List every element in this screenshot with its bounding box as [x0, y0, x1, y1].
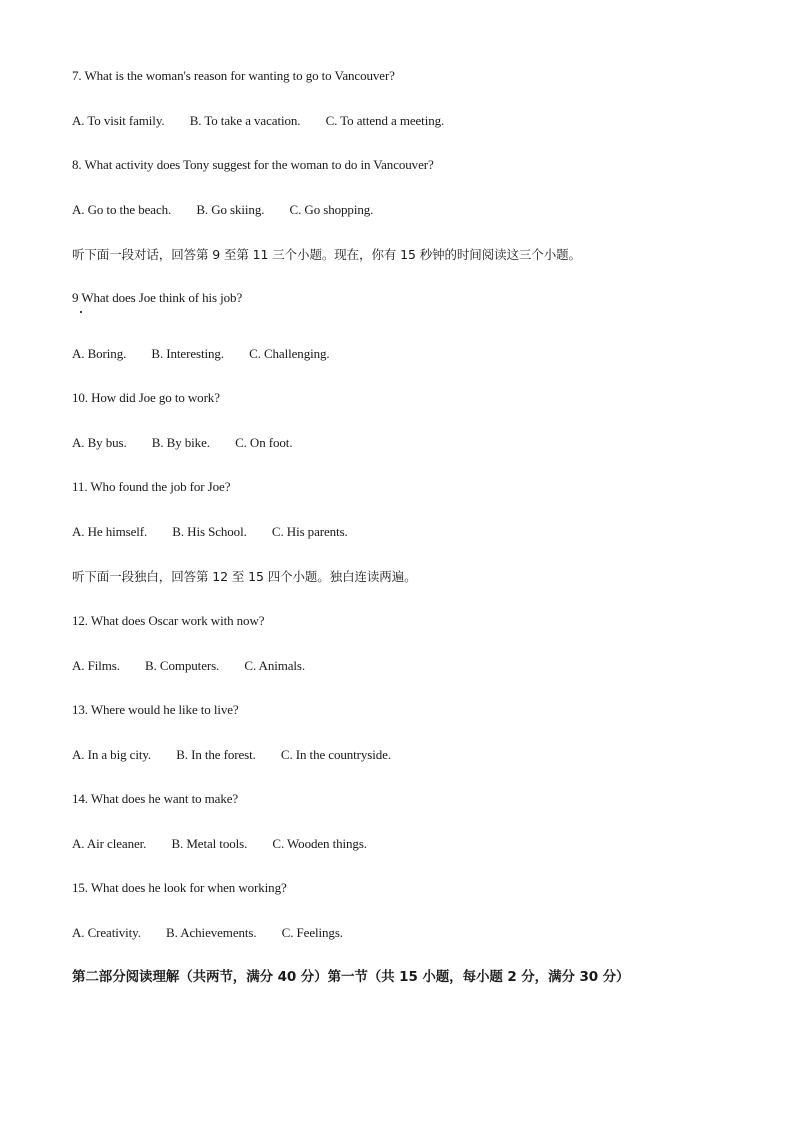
- option-12b: B. Computers.: [145, 658, 220, 673]
- options-15: [72, 925, 343, 941]
- question-14: 14. What does he want to make?: [72, 791, 239, 806]
- option-10a: A. By bus.: [72, 435, 127, 450]
- stray-dot: [80, 311, 82, 313]
- options-7: [72, 113, 444, 129]
- instruction-dialogue: 听下面一段对话，回答第 9 至第 11 三个小题。现在，你有 15 秒钟的时间阅读这三个小题。: [72, 247, 581, 262]
- option-14b: B. Metal tools.: [171, 836, 248, 851]
- option-8c: C. Go shopping.: [289, 202, 374, 217]
- section-heading: 第二部分阅读理解（共两节，满分 40 分）第一节（共 15 小题，每小题 2 分，满分 30 分）: [72, 969, 630, 985]
- option-9c: C. Challenging.: [249, 346, 330, 361]
- question-9: 9 What does Joe think of his job?: [72, 290, 243, 305]
- question-13: 13. Where would he like to live?: [72, 702, 239, 717]
- option-7b: B. To take a vacation.: [189, 113, 301, 128]
- options-14: [72, 836, 367, 852]
- option-13c: C. In the countryside.: [280, 747, 391, 762]
- option-13b: B. In the forest.: [176, 747, 256, 762]
- instruction-monologue: 听下面一段独白，回答第 12 至 15 四个小题。独白连读两遍。: [72, 569, 417, 584]
- option-14c: C. Wooden things.: [272, 836, 367, 851]
- option-15c: C. Feelings.: [281, 925, 343, 940]
- question-7: 7. What is the woman's reason for wanting to go to Vancouver?: [72, 68, 395, 83]
- option-10b: B. By bike.: [151, 435, 210, 450]
- option-9a: A. Boring.: [72, 346, 127, 361]
- option-11a: A. He himself.: [72, 524, 148, 539]
- options-12: [72, 658, 305, 674]
- question-15: 15. What does he look for when working?: [72, 880, 287, 895]
- option-12a: A. Films.: [72, 658, 120, 673]
- question-11: 11. Who found the job for Joe?: [72, 479, 231, 494]
- option-13a: A. In a big city.: [72, 747, 152, 762]
- question-10: 10. How did Joe go to work?: [72, 390, 220, 405]
- option-8a: A. Go to the beach.: [72, 202, 172, 217]
- option-11b: B. His School.: [172, 524, 247, 539]
- question-8: 8. What activity does Tony suggest for the woman to do in Vancouver?: [72, 157, 434, 172]
- options-11: [72, 524, 348, 540]
- option-9b: B. Interesting.: [151, 346, 224, 361]
- option-12c: C. Animals.: [244, 658, 306, 673]
- option-8b: B. Go skiing.: [196, 202, 265, 217]
- question-12: 12. What does Oscar work with now?: [72, 613, 265, 628]
- option-11c: C. His parents.: [271, 524, 348, 539]
- options-10: [72, 435, 292, 451]
- option-7c: C. To attend a meeting.: [325, 113, 445, 128]
- option-15b: B. Achievements.: [166, 925, 257, 940]
- option-14a: A. Air cleaner.: [72, 836, 147, 851]
- options-13: [72, 747, 391, 763]
- options-8: [72, 202, 373, 218]
- options-9: [72, 346, 330, 362]
- option-7a: A. To visit family.: [72, 113, 165, 128]
- option-10c: C. On foot.: [235, 435, 293, 450]
- option-15a: A. Creativity.: [72, 925, 141, 940]
